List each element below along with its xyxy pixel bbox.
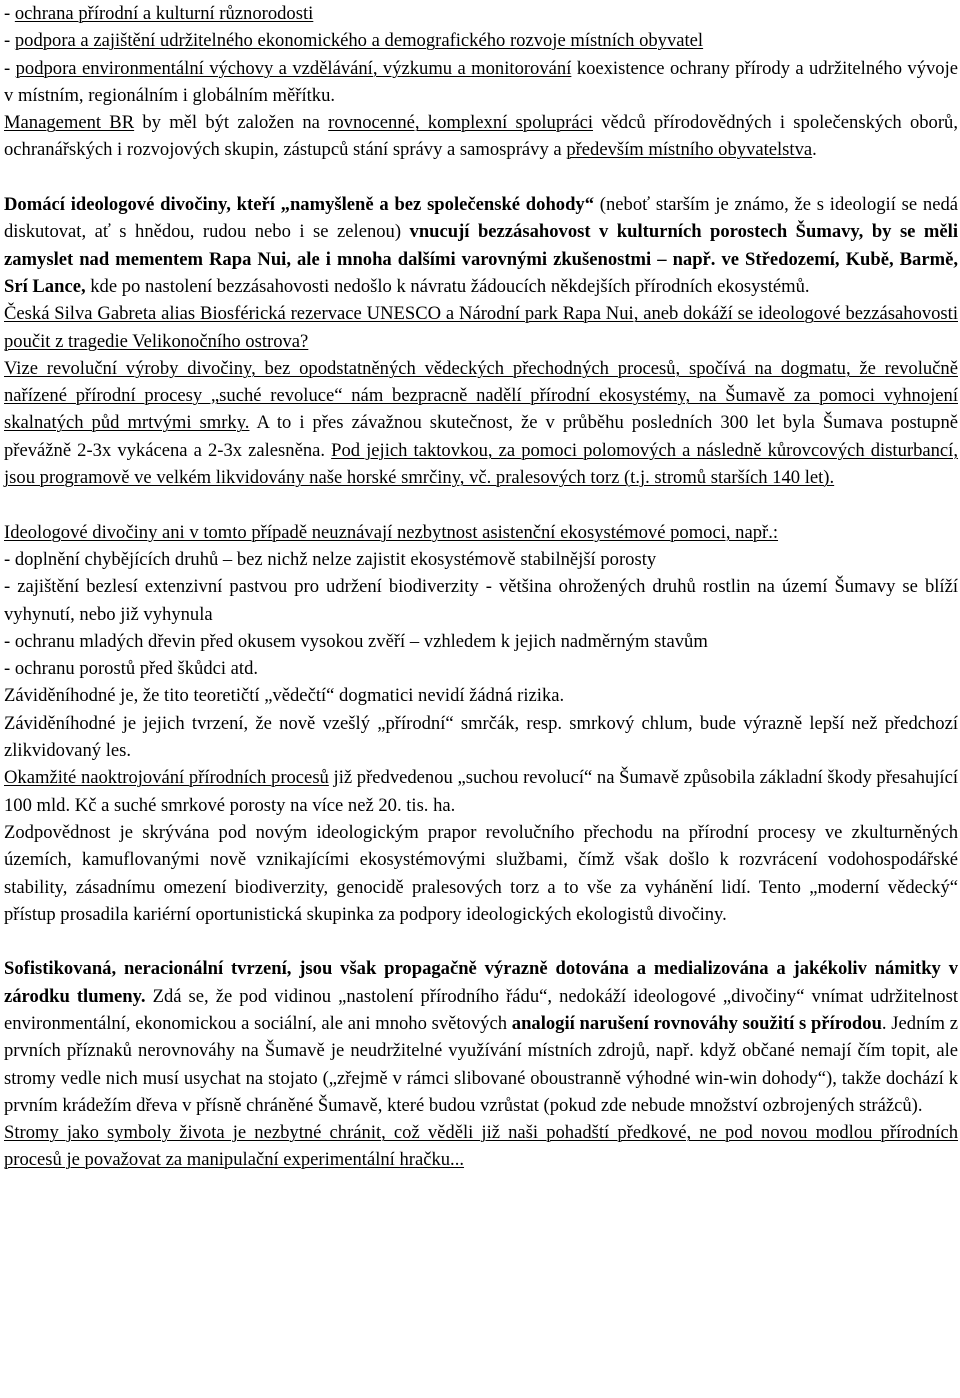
vize-t1: A to i přes závažnou skutečnost, že v průběhu posledních 300 let byla Šumava postupně převážně 2-3x vykácena a 2-3x zalesněna. [4, 412, 958, 461]
vize-paragraph [4, 355, 958, 491]
intro-item-2-text: podpora a zajištění udržitelného ekonomického a demografického rozvoje místních obyvatel [14, 30, 704, 52]
vize-u2: Pod jejich taktovkou, za pomoci polomových a následně kůrovcových disturbancí, jsou programově ve velkém likvidovány naše horské smrčiny, vč. pralesových torz (t.j. stromů starších 140 let). [4, 439, 959, 489]
management-u2: rovnocenné, komplexní spolupráci [328, 112, 594, 134]
sofistikovana-paragraph [4, 955, 958, 1119]
management-u1: Management BR [4, 112, 135, 134]
paragraph-gap [4, 164, 958, 191]
ideologove-heading [4, 519, 958, 546]
paragraph-gap [4, 928, 958, 955]
domaci-t2: kde po nastolení bezzásahovosti nedošlo k návratu žádoucích někdejších přírodních ekosystémů. [85, 275, 810, 297]
ideologove-heading-text: Ideologové divočiny ani v tomto případě neuznávají nezbytnost asistenční ekosystémové pomoci, např.: [4, 521, 779, 543]
intro-item-1 [4, 0, 958, 27]
paragraph-gap [4, 491, 958, 518]
okamzite-paragraph [4, 764, 958, 819]
management-t1: by měl být založen na [134, 112, 329, 134]
document-page [4, 0, 958, 1174]
domaci-t1: (neboť starším je známo, že s ideologií se nedá diskutovat, ať s hnědou, rudou nebo i se zelenou) [4, 194, 959, 243]
intro-item-3 [4, 55, 958, 110]
intro-item-2 [4, 27, 958, 54]
management-t2: vědců přírodovědných i společenských oborů, ochranářských i rozvojových skupin, zástupců stání správy a samosprávy a [4, 112, 958, 161]
list-dash: - [4, 57, 16, 79]
list-dash: - [4, 30, 15, 52]
ceska-text: Česká Silva Gabreta alias Biosférická rezervace UNESCO a Národní park Rapa Nui, aneb dokáží se ideologové bezzásahovosti poučit z tragedie Velikonočního ostrova? [4, 303, 958, 352]
domaci-paragraph [4, 191, 958, 300]
management-paragraph [4, 109, 958, 164]
ideologove-item-2: - zajištění bezlesí extenzivní pastvou pro udržení biodiverzity - většina ohrožených druhů rostlin na území Šumavy se blíží vyhynutí, nebo již vyhynula [4, 576, 958, 625]
management-u3: především místního obyvatelstva [566, 139, 813, 161]
ideologove-item-3: - ochranu mladých dřevin před okusem vysokou zvěří – vzhledem k jejich nadměrným stavům [4, 630, 708, 652]
domaci-b1: Domácí ideologové divočiny, kteří „namyšleně a bez společenské dohody“ [4, 194, 595, 216]
stromy-text: Stromy jako symboly života je nezbytné chránit, což věděli již naši pohadští předkové, ne pod novou modlou přírodních procesů je považovat za manipulační experimentální hračku... [4, 1122, 958, 1171]
zavidenihodne-2: Záviděníhodné je jejich tvrzení, že nově vzešlý „přírodní“ smrčák, resp. smrkový chlum, bude výrazně lepší než předchozí zlikvidovaný les. [4, 712, 958, 762]
ideologove-item-1: - doplnění chybějících druhů – bez nichž nelze zajistit ekosystémově stabilnější porosty [4, 548, 657, 570]
okamzite-t1: již předvedenou „suchou revolucí“ na Šumavě způsobila základní škody přesahující 100 mld. Kč a suché smrkové porosty na více než 20. tis. ha. [4, 767, 958, 816]
zavidenihodne-1: Záviděníhodné je, že tito teoretičtí „vědečtí“ dogmatici nevidí žádná rizika. [4, 685, 565, 707]
domaci-b2: vnucují bezzásahovost v kulturních porostech Šumavy, by se měli zamyslet nad mementem Rapa Nui, ale i mnoha dalšími varovnými zkušenostmi – např. ve Středozemí, Kubě, Barmě, Srí Lance, [4, 221, 958, 297]
sofistikovana-b1: Sofistikovaná, neracionální tvrzení, jsou však propagačně výrazně dotována a medializována a jakékoliv námitky v zárodku tlumeny. [4, 958, 958, 1007]
vize-u1: Vize revoluční výroby divočiny, bez opodstatněných vědeckých přechodných procesů, spočívá na dogmatu, že revolučně nařízené přírodní procesy „suché revoluce“ nám bezpracně nadělí přírodní ekosystémy, na Šumavě za pomoci vyhnojení skalnatých půd mrtvými smrky. [4, 357, 958, 434]
intro-item-3-rest: koexistence ochrany přírody a udržitelného vývoje v místním, regionálním i globálním měřítku. [4, 57, 959, 106]
intro-item-3-underlined: podpora environmentální výchovy a vzdělávání, výzkumu a monitorování [15, 57, 572, 79]
intro-item-1-text: ochrana přírodní a kulturní různorodosti [14, 3, 314, 24]
okamzite-u1: Okamžité naoktrojování přírodních procesů [4, 767, 329, 789]
ceska-paragraph [4, 300, 958, 355]
sofistikovana-t2: . Jedním z prvních příznaků nerovnováhy na Šumavě je neudržitelné využívání místních zdrojů, např. když občané nemají čím topit, ale stromy vedle nich musí usychat na stojato („zřejmě v rámci slibované oboustranně výhodné win-win dohody“), takže dochází k prvním krádežím dřeva v přísně chráněné Šumavě, které budou vzrůstat (pokud zde nebude množství ozbrojených strážců). [4, 1012, 959, 1116]
list-dash: - [4, 3, 15, 24]
ideologove-item-4: - ochranu porostů před škůdci atd. [4, 658, 259, 680]
stromy-paragraph [4, 1119, 958, 1174]
sofistikovana-t1: Zdá se, že pod vidinou „nastolení přírodního řádu“, nedokáží ideologové „divočiny“ vnímat udržitelnost environmentální, ekonomickou a sociální, ale ani mnoho světových [4, 985, 958, 1034]
management-t3: . [812, 139, 817, 161]
sofistikovana-b2: analogií narušení rovnováhy soužití s přírodou [511, 1012, 882, 1034]
zodpovednost-paragraph: Zodpovědnost je skrývána pod novým ideologickým prapor revolučního přechodu na přírodní procesy ve zkulturněných územích, kamuflovanými nově vznikajícími ekosystémovými službami, čímž však došlo k rozvrácení vodohospodářské stability, zásadnímu omezení biodiverzity, genocidě pralesových torz a to vše za vyhánění lidí. Tento „moderní vědecký“ přístup prosadila kariérní oportunistická skupinka za podpory ideologických ekologistů divočiny. [4, 821, 958, 925]
